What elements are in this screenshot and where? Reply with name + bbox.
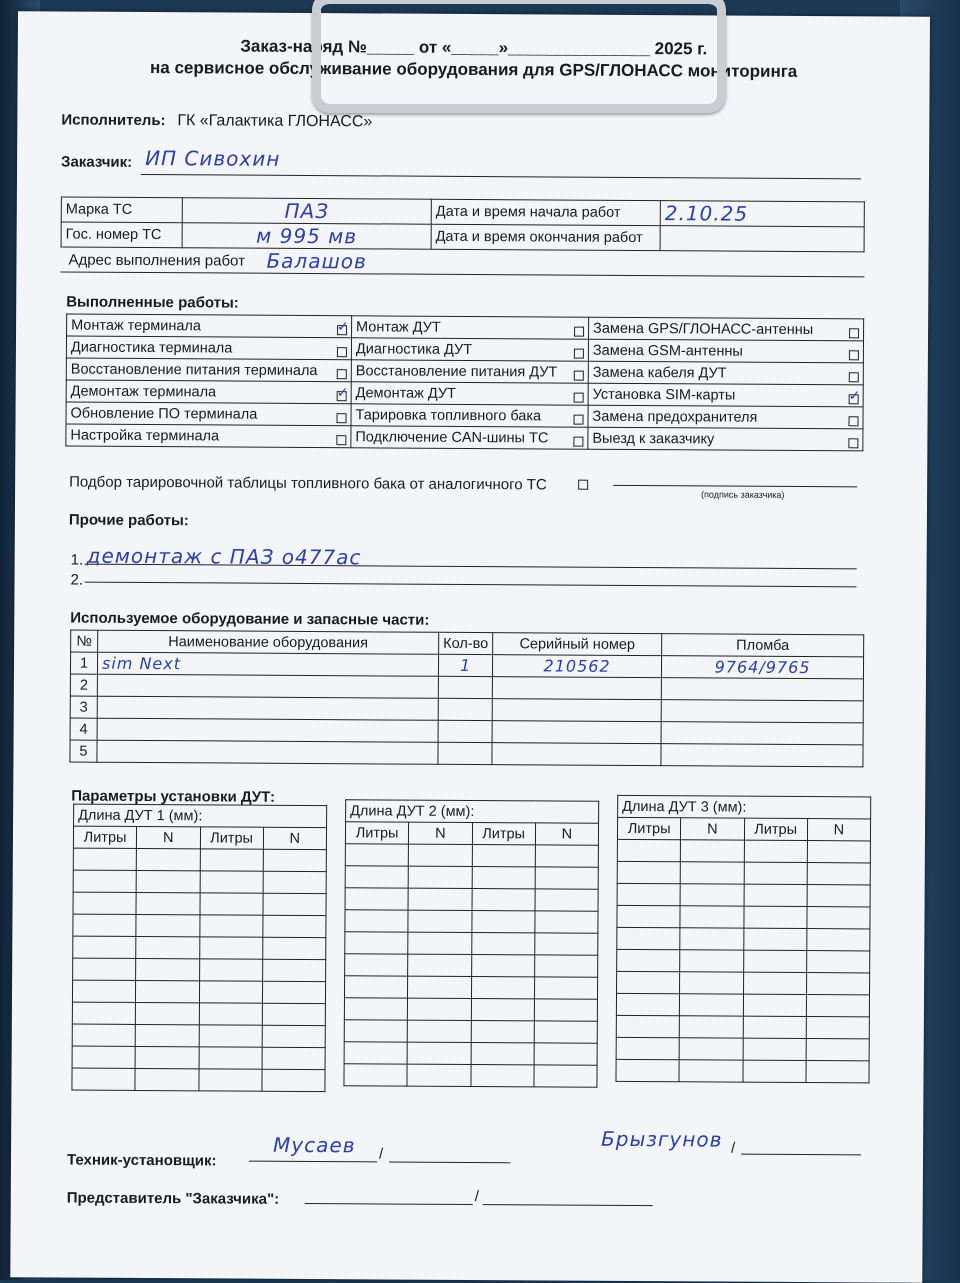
work-item: Замена GSM-антенны — [588, 339, 863, 363]
executor-label: Исполнитель: — [61, 111, 166, 130]
table-row — [345, 844, 598, 868]
dut-cell — [471, 998, 534, 1020]
dut-cell — [199, 915, 262, 937]
customer-label: Заказчик: — [61, 153, 133, 171]
eq-cell — [97, 740, 438, 764]
table-row — [345, 888, 598, 912]
table-row — [617, 839, 870, 863]
table-row — [344, 1064, 597, 1088]
eq-cell: 1 — [438, 654, 492, 676]
work-item: Настройка терминала — [66, 424, 351, 448]
dut-cell — [73, 936, 136, 958]
table-row — [73, 936, 326, 960]
work-item: Тарировка топливного бака — [351, 404, 588, 427]
dut-cell — [744, 884, 807, 906]
dut-cell — [535, 845, 598, 867]
checkbox-icon[interactable] — [574, 326, 584, 336]
eq-cell — [492, 699, 661, 722]
equipment-table — [69, 630, 864, 768]
dut-cell — [136, 870, 199, 892]
table-row — [73, 958, 326, 982]
dut-cell — [73, 870, 136, 892]
dut-cell — [471, 911, 534, 933]
start-value: 2.10.25 — [660, 201, 864, 227]
eq-cell — [438, 742, 492, 764]
dut-col-header: N — [681, 818, 744, 840]
table-row — [616, 1037, 869, 1061]
dut-cell — [680, 884, 743, 906]
dut-cell — [471, 933, 534, 955]
dut-cell — [806, 1061, 869, 1083]
dut-cell — [345, 888, 408, 910]
clipboard-clip — [312, 0, 726, 113]
dut-cell — [742, 1060, 805, 1082]
dut-cell — [472, 845, 535, 867]
table-row — [344, 1042, 597, 1066]
dut-cell — [344, 1020, 407, 1042]
dut-table — [343, 799, 599, 1088]
dut-cell — [807, 885, 870, 907]
eq-cell — [438, 676, 492, 698]
dut-cell — [472, 889, 535, 911]
slash: / — [731, 1139, 736, 1157]
checkbox-icon[interactable] — [849, 372, 859, 382]
other-item1: демонтаж с ПАЗ о477ас — [86, 543, 362, 570]
dut-cell — [617, 839, 680, 861]
dut-cell — [617, 949, 680, 971]
eq-header: Наименование оборудования — [98, 630, 439, 654]
work-item: Подключение CAN-шины ТС — [351, 426, 588, 449]
work-item: Диагностика ДУТ — [351, 338, 588, 361]
checkbox-icon[interactable] — [849, 328, 859, 338]
brand-value: ПАЗ — [182, 198, 431, 225]
checkbox-icon[interactable] — [337, 391, 347, 401]
table-row — [73, 892, 326, 916]
eq-cell — [438, 720, 492, 742]
dut-cell — [616, 1015, 679, 1037]
dut-cell — [263, 871, 326, 893]
checkbox-icon[interactable] — [337, 347, 347, 357]
dut-col-header: N — [535, 823, 598, 845]
dut-cell — [136, 1002, 199, 1024]
sign-note: (подпись заказчика) — [701, 489, 785, 500]
dut-cell — [344, 1042, 407, 1064]
dut-cell — [199, 937, 262, 959]
dut-cell — [136, 980, 199, 1002]
dut-cell — [407, 1042, 470, 1064]
dut-cell — [680, 972, 743, 994]
tech-sign-line — [249, 1161, 377, 1163]
table-row — [70, 740, 863, 767]
table-row — [617, 971, 870, 995]
dut-table — [615, 795, 871, 1084]
dut-table-title: Длина ДУТ 2 (мм): — [346, 800, 599, 824]
table-row — [72, 1068, 325, 1092]
dut-cell — [263, 849, 326, 871]
eq-cell: 1 — [70, 652, 97, 674]
table-row — [73, 848, 326, 872]
dut-cell — [744, 862, 807, 884]
table-row — [616, 1015, 869, 1039]
dut-cell — [743, 1038, 806, 1060]
dut-cell — [616, 1059, 679, 1081]
dut-cell — [471, 1020, 534, 1042]
dut-cell — [72, 980, 135, 1002]
tech-name-line — [389, 1162, 511, 1164]
plate-label: Гос. номер ТС — [61, 222, 182, 248]
dut-cell — [535, 867, 598, 889]
table-row — [617, 905, 870, 929]
dut-col-header: N — [263, 827, 326, 849]
table-row — [72, 1002, 325, 1026]
dut-cell — [344, 1064, 407, 1086]
dut-cell — [679, 1038, 742, 1060]
eq-header: № — [71, 630, 98, 652]
dut-cell — [534, 999, 597, 1021]
dut-cell — [263, 915, 326, 937]
dut-cell — [617, 927, 680, 949]
dut-cell — [408, 888, 471, 910]
dut-cell — [535, 933, 598, 955]
eq-cell — [97, 718, 438, 742]
dut-cell — [72, 1002, 135, 1024]
dut-col-header: Литры — [744, 818, 807, 840]
table-row — [616, 1059, 869, 1083]
dut-cell — [408, 932, 471, 954]
dut-cell — [72, 1046, 135, 1068]
dut-table-title: Длина ДУТ 1 (мм): — [74, 804, 327, 828]
work-item: Установка SIM-карты ✓ — [588, 383, 863, 407]
plate-value: м 995 мв — [182, 223, 431, 250]
dut-cell — [72, 1024, 135, 1046]
rep-label: Представитель "Заказчика": — [66, 1189, 280, 1208]
dut-cell — [535, 911, 598, 933]
dut-cell — [743, 950, 806, 972]
checkbox-icon[interactable] — [849, 394, 859, 404]
dut-cell — [534, 977, 597, 999]
dut-cell — [345, 910, 408, 932]
dut-cell — [262, 937, 325, 959]
dut-col-header: N — [807, 819, 870, 841]
dut-cell — [407, 1020, 470, 1042]
eq-cell — [661, 744, 863, 767]
dut-cell — [806, 1039, 869, 1061]
table-row — [617, 861, 870, 885]
checkbox-icon[interactable] — [574, 370, 584, 380]
dut-cell — [806, 951, 869, 973]
table-row — [344, 976, 597, 1000]
dut-cell — [806, 995, 869, 1017]
dut-cell — [135, 1046, 198, 1068]
eq-cell — [492, 721, 661, 744]
rep-name-line — [483, 1204, 653, 1206]
dut-cell — [344, 998, 407, 1020]
equipment-title: Используемое оборудование и запасные части: — [70, 609, 430, 629]
dut-cell — [136, 892, 199, 914]
dut-cell — [135, 1068, 198, 1090]
dut-table-title: Длина ДУТ 3 (мм): — [618, 795, 871, 819]
dut-cell — [199, 959, 262, 981]
dut-col-header: Литры — [200, 827, 263, 849]
dut-cell — [807, 929, 870, 951]
dut-cell — [200, 871, 263, 893]
work-item: Монтаж ДУТ — [352, 316, 589, 339]
dut-cell — [262, 1025, 325, 1047]
checkbox-icon[interactable] — [573, 436, 583, 446]
dut-cell — [471, 1042, 534, 1064]
dut-cell — [136, 936, 199, 958]
dut-cell — [470, 1064, 533, 1086]
dut-cell — [408, 976, 471, 998]
dut-cell — [743, 1016, 806, 1038]
dut-cell — [471, 977, 534, 999]
dut-col-header: Литры — [472, 823, 535, 845]
works-title: Выполненные работы: — [66, 293, 239, 312]
dut-cell — [681, 840, 744, 862]
checkbox-icon[interactable] — [574, 348, 584, 358]
dut-cell — [408, 998, 471, 1020]
works-table — [65, 314, 864, 452]
dut-cell — [472, 867, 535, 889]
dut-cell — [534, 1021, 597, 1043]
eq-cell — [661, 700, 863, 723]
checkbox-icon[interactable] — [848, 416, 858, 426]
work-item: Выезд к заказчику — [588, 427, 863, 451]
eq-cell — [492, 677, 661, 700]
eq-header: Серийный номер — [493, 633, 662, 656]
table-row — [73, 870, 326, 894]
table-row — [345, 910, 598, 934]
dut-cell — [262, 1047, 325, 1069]
table-row — [344, 998, 597, 1022]
dut-cell — [534, 1065, 597, 1087]
table-row — [72, 1046, 325, 1070]
eq-cell: 3 — [70, 696, 97, 718]
work-item: Восстановление питания ДУТ — [351, 360, 588, 383]
brand-label: Марка ТС — [61, 197, 182, 223]
work-item: Диагностика терминала — [66, 336, 351, 360]
dut-cell — [617, 883, 680, 905]
address-label: Адрес выполнения работ — [68, 251, 246, 270]
eq-cell: 4 — [70, 718, 97, 740]
dut-cell — [806, 973, 869, 995]
dut-cell — [617, 861, 680, 883]
dut-cell — [616, 993, 679, 1015]
dut-cell — [617, 905, 680, 927]
table-row — [617, 949, 870, 973]
dut-col-header: N — [409, 822, 472, 844]
other-n1: 1. — [70, 551, 84, 569]
dut-cell — [743, 972, 806, 994]
dut-cell — [743, 994, 806, 1016]
dut-cell — [617, 971, 680, 993]
dut-cell — [680, 928, 743, 950]
dut-cell — [807, 907, 870, 929]
dut-cell — [679, 1060, 742, 1082]
other-works-title: Прочие работы: — [68, 511, 189, 530]
doc-title-line1: Заказ-наряд №_____ от «_____»_______________ 2025 г. — [240, 36, 708, 59]
dut-cell — [680, 862, 743, 884]
checkbox-icon[interactable] — [337, 413, 347, 423]
dut-cell — [262, 1069, 325, 1091]
slash: / — [378, 1145, 384, 1163]
dut-cell — [471, 955, 534, 977]
vehicle-table — [61, 196, 865, 252]
customer-line — [141, 174, 861, 179]
dut-cell — [743, 928, 806, 950]
eq-header: Кол-во — [439, 632, 493, 654]
dut-cell — [262, 981, 325, 1003]
dut-cell — [743, 906, 806, 928]
eq-cell: 2 — [70, 674, 97, 696]
eq-header: Пломба — [662, 634, 864, 657]
rep-signature: Брызгунов — [601, 1126, 723, 1152]
dut-cell — [344, 976, 407, 998]
table-row — [345, 954, 598, 978]
address-line — [60, 271, 864, 277]
dut-cell — [199, 1003, 262, 1025]
dut-cell — [72, 1068, 135, 1090]
table-row — [344, 1020, 597, 1044]
dut-cell — [263, 893, 326, 915]
dut-cell — [200, 849, 263, 871]
dut-col-header: Литры — [73, 826, 136, 848]
table-row — [616, 993, 869, 1017]
dut-cell — [534, 1043, 597, 1065]
dut-cell — [680, 1016, 743, 1038]
dut-cell — [73, 892, 136, 914]
eq-cell — [661, 678, 863, 701]
dut-cell — [534, 955, 597, 977]
eq-cell: 210562 — [493, 655, 662, 678]
dut-cell — [680, 950, 743, 972]
tech-label: Техник-установщик: — [66, 1151, 217, 1170]
customer-sign-line — [613, 485, 857, 487]
end-value — [660, 226, 864, 252]
dut-cell — [135, 1024, 198, 1046]
dut-cell — [409, 844, 472, 866]
executor-value: ГК «Галактика ГЛОНАСС» — [177, 112, 373, 131]
dut-cell — [616, 1037, 679, 1059]
address-value: Балашов — [266, 248, 367, 274]
table-row — [72, 980, 325, 1004]
eq-cell: 9764/9765 — [662, 656, 864, 679]
customer-value: ИП Сивохин — [145, 145, 281, 171]
work-item: Восстановление питания терминала — [66, 358, 351, 382]
work-item: Замена предохранителя — [588, 405, 863, 429]
dut-cell — [199, 893, 262, 915]
dut-cell — [680, 994, 743, 1016]
rep-sign-line — [305, 1203, 473, 1205]
checkbox-icon[interactable] — [337, 369, 347, 379]
dut-table — [71, 804, 327, 1093]
dut-cell — [408, 910, 471, 932]
checkbox-icon[interactable] — [848, 438, 858, 448]
doc-title-line2: на сервисное обслуживание оборудования для GPS/ГЛОНАСС мониторинга — [149, 58, 798, 81]
eq-cell — [97, 674, 438, 698]
table-row — [617, 927, 870, 951]
dut-cell — [408, 866, 471, 888]
other-line2 — [85, 582, 857, 588]
dut-cell — [408, 954, 471, 976]
checkbox-icon[interactable] — [849, 350, 859, 360]
dut-cell — [806, 1017, 869, 1039]
dut-col-header: Литры — [345, 822, 408, 844]
dut-cell — [262, 959, 325, 981]
eq-cell — [97, 696, 438, 720]
dut-cell — [199, 1047, 262, 1069]
start-label: Дата и время начала работ — [431, 199, 660, 225]
dut-cell — [136, 914, 199, 936]
table-row — [617, 883, 870, 907]
table-row — [73, 914, 326, 938]
dut-col-header: Литры — [617, 817, 680, 839]
dut-cell — [345, 954, 408, 976]
dut-cell — [680, 906, 743, 928]
dut-cell — [199, 1025, 262, 1047]
work-item: Обновление ПО терминала — [66, 402, 351, 426]
dut-cell — [807, 863, 870, 885]
dut-cell — [345, 844, 408, 866]
table-row — [345, 932, 598, 956]
other-n2: 2. — [70, 571, 84, 589]
table-row — [345, 866, 598, 890]
dut-cell — [345, 932, 408, 954]
slash: / — [474, 1188, 480, 1206]
work-item: Демонтаж терминала ✓ — [66, 380, 351, 404]
table-row — [72, 1024, 325, 1048]
dut-cell — [136, 958, 199, 980]
dut-cell — [535, 889, 598, 911]
tariff-label: Подбор тарировочной таблицы топливного бака от аналогичного ТС — [69, 473, 547, 494]
end-label: Дата и время окончания работ — [431, 224, 660, 250]
dut-cell — [199, 981, 262, 1003]
checkbox-icon[interactable] — [573, 414, 583, 424]
dut-cell — [198, 1069, 261, 1091]
checkbox-icon[interactable] — [337, 325, 347, 335]
dut-cell — [73, 958, 136, 980]
dut-title: Параметры установки ДУТ: — [71, 787, 276, 806]
checkbox-icon[interactable] — [574, 392, 584, 402]
work-item: Демонтаж ДУТ — [351, 382, 588, 405]
eq-cell: sim Next — [97, 652, 438, 676]
tech-signature: Мусаев — [273, 1132, 356, 1158]
dut-cell — [407, 1064, 470, 1086]
checkbox-icon[interactable] — [336, 435, 346, 445]
dut-cell — [73, 848, 136, 870]
dut-cell — [744, 840, 807, 862]
dut-cell — [137, 848, 200, 870]
eq-cell — [438, 698, 492, 720]
dut-cell — [345, 866, 408, 888]
rep-name-line-top — [741, 1154, 861, 1156]
eq-cell — [492, 743, 661, 766]
work-item: Замена кабеля ДУТ — [588, 361, 863, 385]
eq-cell: 5 — [70, 740, 97, 762]
dut-cell — [73, 914, 136, 936]
dut-cell — [807, 841, 870, 863]
dut-cell — [262, 1003, 325, 1025]
dut-col-header: N — [137, 826, 200, 848]
work-order-sheet — [10, 11, 930, 1283]
work-item: Монтаж терминала ✓ — [67, 314, 352, 338]
work-item: Замена GPS/ГЛОНАСС-антенны — [589, 317, 864, 341]
eq-cell — [661, 722, 863, 745]
checkbox-icon[interactable] — [578, 480, 588, 490]
